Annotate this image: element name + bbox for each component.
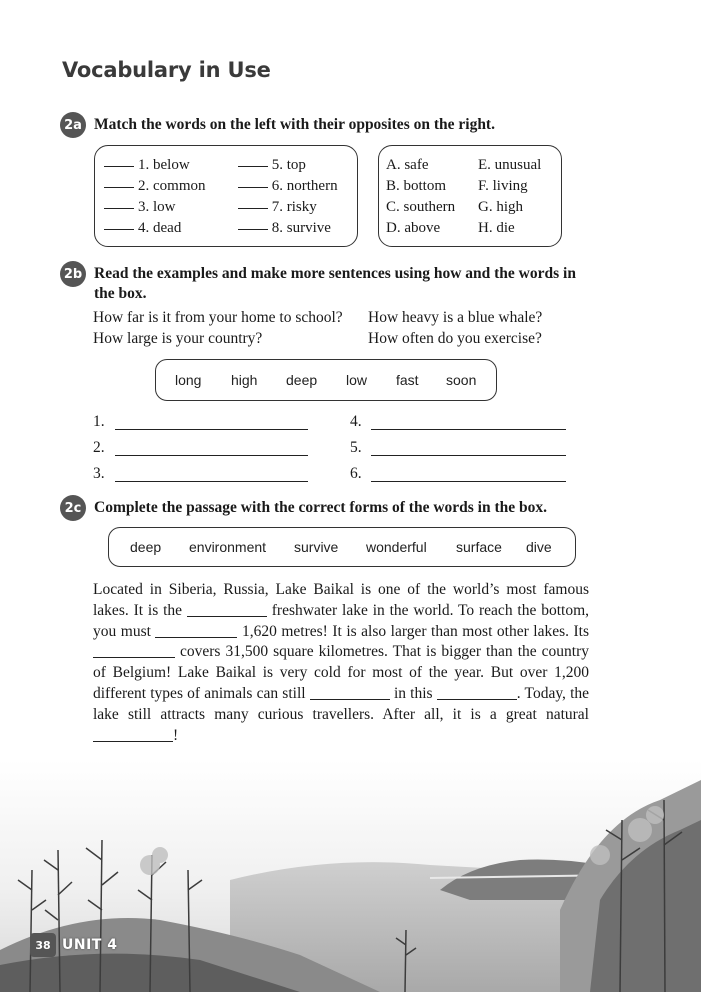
match-word: 3. low [138,199,176,215]
word-box-2c [108,527,576,567]
match-word: F. living [478,178,528,194]
answer-line[interactable] [115,455,308,456]
answer-line[interactable] [115,429,308,430]
box-word: wonderful [366,539,427,555]
answer-number: 2. [93,439,105,456]
match-word: B. bottom [386,178,447,194]
match-left-row [104,199,317,216]
section-2c-badge: 2c [60,495,86,521]
box-word: fast [396,372,419,388]
box-word: deep [286,372,318,388]
answer-number: 5. [350,439,362,456]
passage-text: in this [393,684,433,702]
match-word: A. safe [386,157,429,173]
match-right-row [386,157,541,174]
box-word: surface [456,539,502,555]
page-number: 38 [30,933,56,957]
answer-number: 1. [93,413,105,430]
passage-text: covers 31,500 square kilometres. That is bigger than the country of Belgium! Lake Baikal is very cold for most of the year. But over 1,200 different types of animals can still [93,643,589,702]
match-left-row [104,157,306,174]
passage-blank[interactable] [187,603,267,617]
box-word: dive [526,539,552,555]
match-right-row [386,178,528,195]
passage-blank[interactable] [93,644,175,658]
answer-line[interactable] [371,455,566,456]
answer-line[interactable] [371,481,566,482]
section-2b-instruction [94,264,576,304]
match-word: 7. risky [271,199,317,215]
passage-blank[interactable] [155,624,237,638]
example-sentence: How heavy is a blue whale? [368,309,543,326]
match-word: 6. northern [271,178,338,194]
passage-blank[interactable] [437,686,517,700]
match-word: 8. survive [271,220,331,236]
instruction-line: the box. [94,285,147,302]
box-word: survive [294,539,339,555]
passage-text: ! [173,726,179,744]
instruction-line: Read the examples and make more sentences using how and the words in [94,265,576,282]
box-word: environment [189,539,267,555]
answer-line[interactable] [371,429,566,430]
section-2a-badge: 2a [60,112,86,138]
passage-text: Located in Siberia, Russia, Lake Baikal is one of the world’s most famous lakes. It is the [93,581,589,619]
section-2c-instruction: Complete the passage with the correct forms of the words in the box. [94,499,548,516]
lake-baikal-passage [93,580,589,746]
match-left-row [104,178,338,195]
answer-number: 6. [350,465,362,482]
box-word: low [346,372,368,388]
answer-number: 4. [350,413,362,430]
page-title: Vocabulary in Use [62,58,271,82]
example-sentence: How often do you exercise? [368,330,542,347]
match-word: 4. dead [138,220,182,236]
page-footer [30,933,117,957]
box-word: soon [446,372,477,388]
section-2b-badge: 2b [60,261,86,287]
match-left-row [104,220,331,237]
match-word: 1. below [138,157,190,173]
answer-number: 3. [93,465,105,482]
passage-text: 1,620 metres! It is also larger than most other lakes. Its [241,622,589,640]
section-2a-instruction: Match the words on the left with their opposites on the right. [94,116,495,133]
match-right-row [386,199,523,216]
example-sentence: How far is it from your home to school? [93,309,343,326]
box-word: deep [130,539,162,555]
passage-text: freshwater lake in the world. To reach the bottom, you must [93,601,590,640]
lake-baikal-photo [0,760,701,992]
match-word: C. southern [386,199,456,215]
match-word: E. unusual [478,157,542,173]
match-right-row [386,220,515,237]
match-word: D. above [386,220,441,236]
passage-blank[interactable] [93,728,173,742]
example-sentence: How large is your country? [93,330,263,347]
passage-blank[interactable] [310,686,390,700]
unit-label: UNIT 4 [62,937,118,953]
match-word: 5. top [271,157,306,173]
match-word: G. high [478,199,523,215]
box-word: long [175,372,202,388]
answer-line[interactable] [115,481,308,482]
match-word: 2. common [138,178,206,194]
match-word: H. die [478,220,515,236]
passage-text: . Today, the lake still attracts many curious travellers. After all, it is a great natural [93,684,590,723]
box-word: high [231,372,258,388]
